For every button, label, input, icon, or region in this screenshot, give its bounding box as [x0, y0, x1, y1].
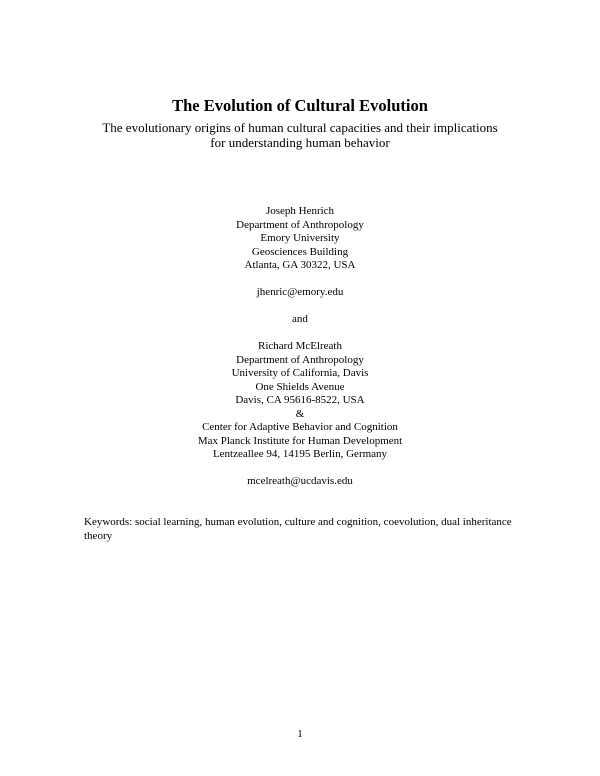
spacer	[0, 462, 600, 476]
author-2-center: Center for Adaptive Behavior and Cognition	[202, 421, 398, 433]
spacer	[0, 300, 600, 314]
paper-subtitle	[0, 120, 600, 150]
author-2-street: One Shields Avenue	[255, 380, 345, 393]
spacer	[0, 273, 600, 287]
author-block	[0, 205, 600, 489]
spacer	[0, 327, 600, 341]
paper-title: The Evolution of Cultural Evolution	[172, 96, 428, 115]
author-2-address: Davis, CA 95616-8522, USA	[235, 394, 365, 406]
author-1-building: Geosciences Building	[251, 245, 349, 258]
author-2-institute: Max Planck Institute for Human Development	[197, 434, 403, 447]
page-number: 1	[297, 728, 303, 740]
author-2-institution: University of California, Davis	[231, 367, 369, 379]
author-1-email: jhenric@emory.edu	[256, 286, 344, 298]
author-1-address: Atlanta, GA 30322, USA	[244, 259, 356, 271]
subtitle-line-1: The evolutionary origins of human cultural capacities and their implications	[102, 120, 498, 135]
author-2-ampersand: &	[295, 407, 305, 420]
author-2-email: mcelreath@ucdavis.edu	[247, 475, 353, 487]
author-1-name: Joseph Henrich	[265, 205, 335, 217]
subtitle-line-2: for understanding human behavior	[210, 135, 390, 150]
keywords: Keywords: social learning, human evolution, culture and cognition, coevolution, dual inheritance theory	[84, 516, 512, 542]
author-2-address-2: Lentzeallee 94, 14195 Berlin, Germany	[212, 448, 388, 460]
author-conjunction: and	[292, 313, 308, 325]
author-1-institution: Emory University	[260, 232, 340, 244]
author-1-department: Department of Anthropology	[236, 218, 364, 231]
author-2-department: Department of Anthropology	[236, 353, 364, 366]
author-2-name: Richard McElreath	[258, 340, 342, 352]
